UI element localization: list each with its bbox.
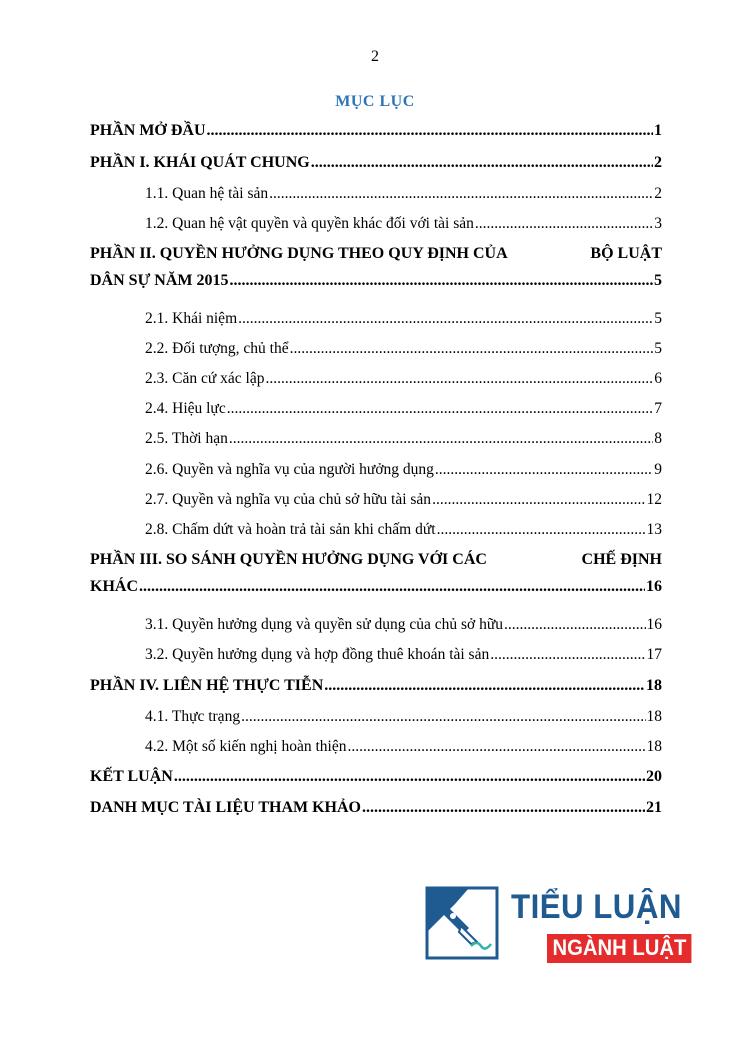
toc-entry-2-2[interactable]: 2.2. Đối tượng, chủ thể ..... 5 xyxy=(90,340,662,358)
toc-entry-phan-1[interactable]: PHẦN I. KHÁI QUÁT CHUNG ..... 2 xyxy=(90,154,662,172)
brand-logo xyxy=(425,886,687,966)
toc-entry-4-1[interactable]: 4.1. Thực trạng ..... 18 xyxy=(90,708,662,726)
toc-entry-2-4[interactable]: 2.4. Hiệu lực ..... 7 xyxy=(90,400,662,418)
toc-entry-tai-lieu-tham-khao[interactable]: DANH MỤC TÀI LIỆU THAM KHẢO ..... 21 xyxy=(90,799,662,817)
toc-entry-1-2[interactable]: 1.2. Quan hệ vật quyền và quyền khác đối với tài sản ..... 3 xyxy=(90,215,662,233)
toc-entry-3-2[interactable]: 3.2. Quyền hưởng dụng và hợp đồng thuê khoán tài sản ..... 17 xyxy=(90,646,662,664)
toc-entry-2-6[interactable]: 2.6. Quyền và nghĩa vụ của người hưởng dụng ..... 9 xyxy=(90,461,662,479)
logo-subtitle: NGÀNH LUẬT xyxy=(547,934,692,963)
toc-title: MỤC LỤC xyxy=(335,93,415,110)
logo-title: TIỂU LUẬN xyxy=(511,888,682,926)
toc-entry-phan-mo-dau[interactable]: PHẦN MỞ ĐẦU ..... 1 xyxy=(90,122,662,140)
toc-entry-3-1[interactable]: 3.1. Quyền hưởng dụng và quyền sử dụng của chủ sở hữu ..... 16 xyxy=(90,616,662,634)
toc-entry-4-2[interactable]: 4.2. Một số kiến nghị hoàn thiện ..... 18 xyxy=(90,738,662,756)
toc-entry-2-8[interactable]: 2.8. Chấm dứt và hoàn trả tài sản khi chấm dứt ..... 13 xyxy=(90,521,662,539)
page-number: 2 xyxy=(371,48,379,65)
toc-entry-2-7[interactable]: 2.7. Quyền và nghĩa vụ của chủ sở hữu tài sản ..... 12 xyxy=(90,491,662,509)
toc-entry-phan-2[interactable]: PHẦN II. QUYỀN HƯỞNG DỤNG THEO QUY ĐỊNH CỦA BỘ LUẬT DÂN SỰ NĂM 2015 ..... 5 xyxy=(90,245,662,290)
toc-entry-2-5[interactable]: 2.5. Thời hạn ..... 8 xyxy=(90,430,662,448)
toc-entry-phan-3[interactable]: PHẦN III. SO SÁNH QUYỀN HƯỞNG DỤNG VỚI CÁC CHẾ ĐỊNH KHÁC ..... 16 xyxy=(90,551,662,596)
pen-nib-icon xyxy=(425,886,499,960)
toc-entry-2-3[interactable]: 2.3. Căn cứ xác lập ..... 6 xyxy=(90,370,662,388)
toc-entry-phan-4[interactable]: PHẦN IV. LIÊN HỆ THỰC TIỄN ..... 18 xyxy=(90,677,662,695)
toc-entry-1-1[interactable]: 1.1. Quan hệ tài sản ..... 2 xyxy=(90,185,662,203)
toc-entry-ket-luan[interactable]: KẾT LUẬN ..... 20 xyxy=(90,768,662,786)
toc-entry-2-1[interactable]: 2.1. Khái niệm ..... 5 xyxy=(90,310,662,328)
